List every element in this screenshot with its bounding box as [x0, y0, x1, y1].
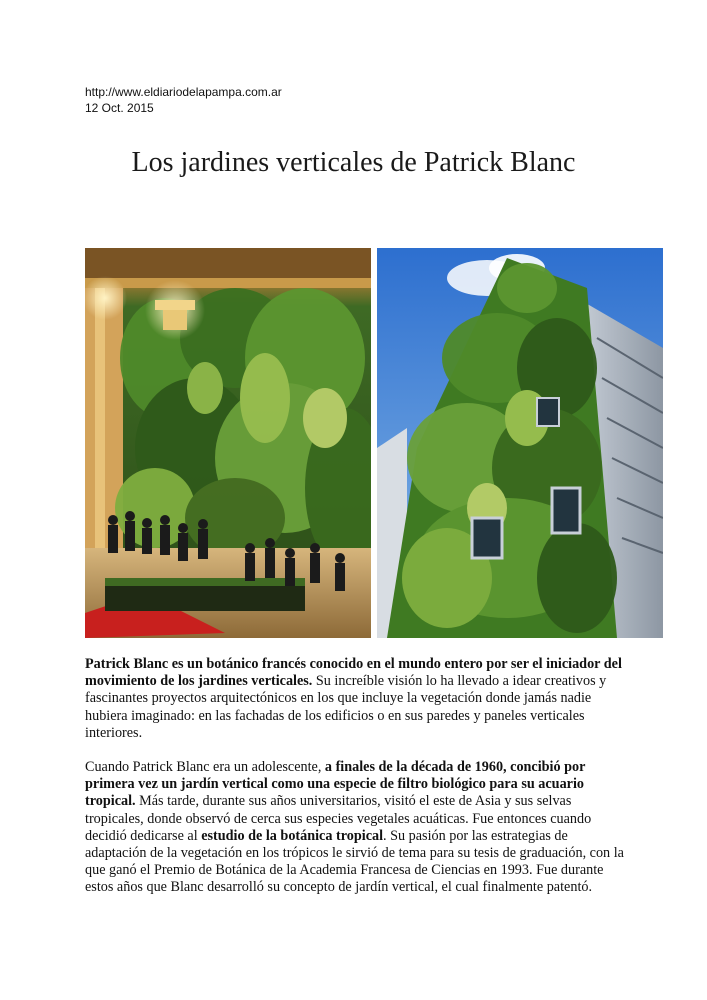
article-body [85, 656, 625, 914]
history-bold-b: a finales de la década de 1960, concibió por primera vez un jardín vertical como una especie de filtro biológico para su acuario tropical. [85, 759, 586, 810]
source-header [85, 84, 282, 116]
facade-garden-illustration [377, 248, 663, 638]
intro-bold-text: Patrick Blanc es un botánico francés conocido en el mundo entero por ser el iniciador del movimiento de los jardines verticales. [85, 656, 622, 690]
history-bold-d: estudio de la botánica tropical [201, 827, 384, 844]
photo-indoor-vertical-garden [85, 248, 371, 638]
paragraph-intro [85, 656, 625, 742]
history-text-a: Cuando Patrick Blanc era un adolescente, [85, 759, 325, 776]
history-text-e: . Su pasión por las estrategias de adaptación de la vegetación en los trópicos le sirvió de tema para su tesis de graduación, con la que ganó el Premio de Botánica de la Academia Francesa de Ciencias en 1993. Fue durante estos años que Blanc desarrolló su concepto de jardín vertical, el cual finalmente patentó. [85, 827, 624, 896]
paragraph-history [85, 759, 625, 897]
article-title: Los jardines verticales de Patrick Blanc [131, 147, 576, 178]
photo-building-facade-garden [377, 248, 663, 638]
source-url[interactable]: http://www.eldiariodelapampa.com.ar [85, 85, 282, 99]
intro-text: Su increíble visión lo ha llevado a idear creativos y fascinantes proyectos arquitectónicos en los que incluye la vegetación donde jamás nadie hubiera imaginado: en las fachadas de los edificios o en sus paredes y paneles verticales interiores. [85, 673, 607, 741]
history-text-c: Más tarde, durante sus años universitarios, visitó el este de Asia y sus selvas tropicales, donde observó de cerca sus especies vegetales acuáticas. Fue entonces cuando decidió dedicarse al [85, 793, 592, 844]
source-date: 12 Oct. 2015 [85, 101, 154, 115]
indoor-garden-illustration [85, 248, 371, 638]
